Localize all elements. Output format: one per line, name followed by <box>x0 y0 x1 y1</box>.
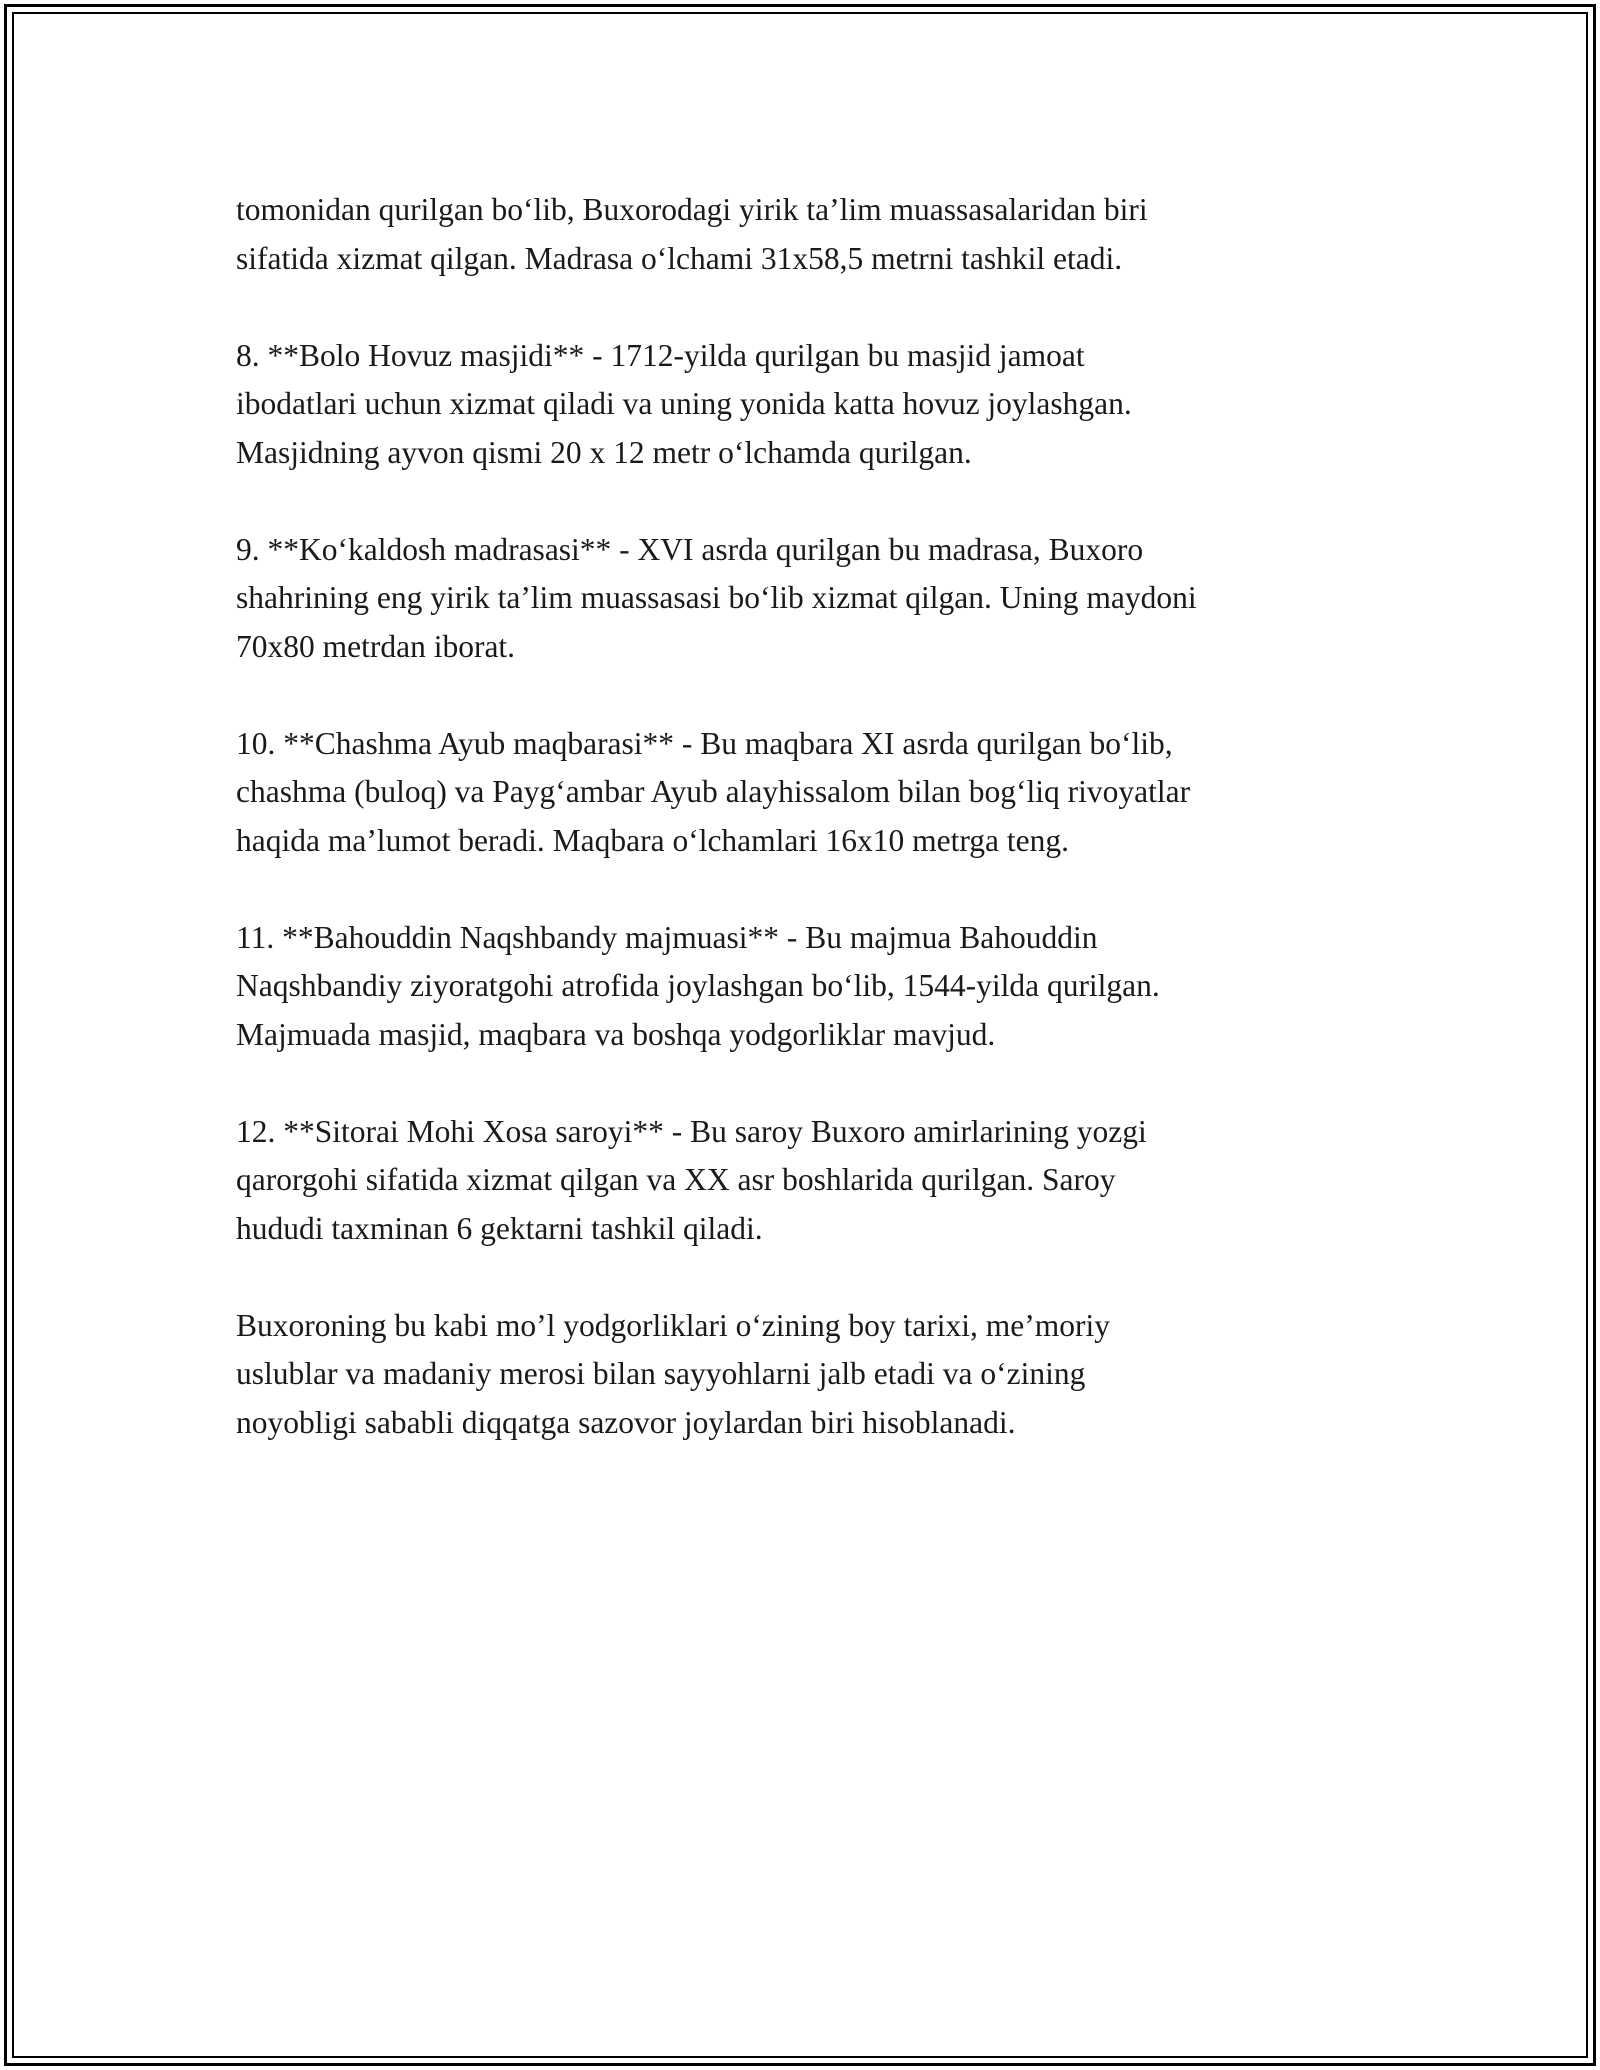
list-item-9 <box>236 526 1386 672</box>
text-line: 9. **Ko‘kaldosh madrasasi** - XVI asrda qurilgan bu madrasa, Buxoro <box>236 531 1144 567</box>
text-line: shahrining eng yirik ta’lim muassasasi bo‘lib xizmat qilgan. Uning maydoni <box>236 580 1197 615</box>
list-item-12 <box>236 1108 1386 1254</box>
document-body <box>236 186 1386 1496</box>
text-line: sifatida xizmat qilgan. Madrasa o‘lchami 31x58,5 metrni tashkil etadi. <box>236 240 1123 276</box>
text-line: Masjidning ayvon qismi 20 x 12 metr o‘lchamda qurilgan. <box>236 434 972 470</box>
text-line: Buxoroning bu kabi mo’l yodgorliklari o‘zining boy tarixi, me’moriy <box>236 1307 1110 1343</box>
text-line: tomonidan qurilgan bo‘lib, Buxorodagi yirik ta’lim muassasalaridan biri <box>236 192 1148 227</box>
paragraph-intro-continuation <box>236 186 1386 283</box>
text-line: haqida ma’lumot beradi. Maqbara o‘lchamlari 16x10 metrga teng. <box>236 822 1070 858</box>
text-line: Naqshbandiy ziyoratgohi atrofida joylashgan bo‘lib, 1544-yilda qurilgan. <box>236 968 1160 1003</box>
text-line: 70x80 metrdan iborat. <box>236 628 516 664</box>
text-line: ibodatlari uchun xizmat qiladi va uning yonida katta hovuz joylashgan. <box>236 386 1132 421</box>
text-line: 11. **Bahouddin Naqshbandy majmuasi** - Bu majmua Bahouddin <box>236 919 1098 955</box>
text-line: 10. **Chashma Ayub maqbarasi** - Bu maqbara XI asrda qurilgan bo‘lib, <box>236 725 1173 761</box>
list-item-11 <box>236 914 1386 1060</box>
list-item-8 <box>236 332 1386 478</box>
text-line: hududi taxminan 6 gektarni tashkil qiladi. <box>236 1210 763 1246</box>
text-line: uslublar va madaniy merosi bilan sayyohlarni jalb etadi va o‘zining <box>236 1356 1086 1391</box>
text-line: Majmuada masjid, maqbara va boshqa yodgorliklar mavjud. <box>236 1016 996 1052</box>
text-line: 8. **Bolo Hovuz masjidi** - 1712-yilda qurilgan bu masjid jamoat <box>236 337 1085 373</box>
text-line: 12. **Sitorai Mohi Xosa saroyi** - Bu saroy Buxoro amirlarining yozgi <box>236 1113 1147 1149</box>
text-line: chashma (buloq) va Payg‘ambar Ayub alayhissalom bilan bog‘liq rivoyatlar <box>236 774 1191 809</box>
text-line: qarorgohi sifatida xizmat qilgan va XX asr boshlarida qurilgan. Saroy <box>236 1162 1116 1197</box>
list-item-10 <box>236 720 1386 866</box>
text-line: noyobligi sababli diqqatga sazovor joylardan biri hisoblanadi. <box>236 1404 1016 1440</box>
paragraph-conclusion <box>236 1302 1386 1448</box>
